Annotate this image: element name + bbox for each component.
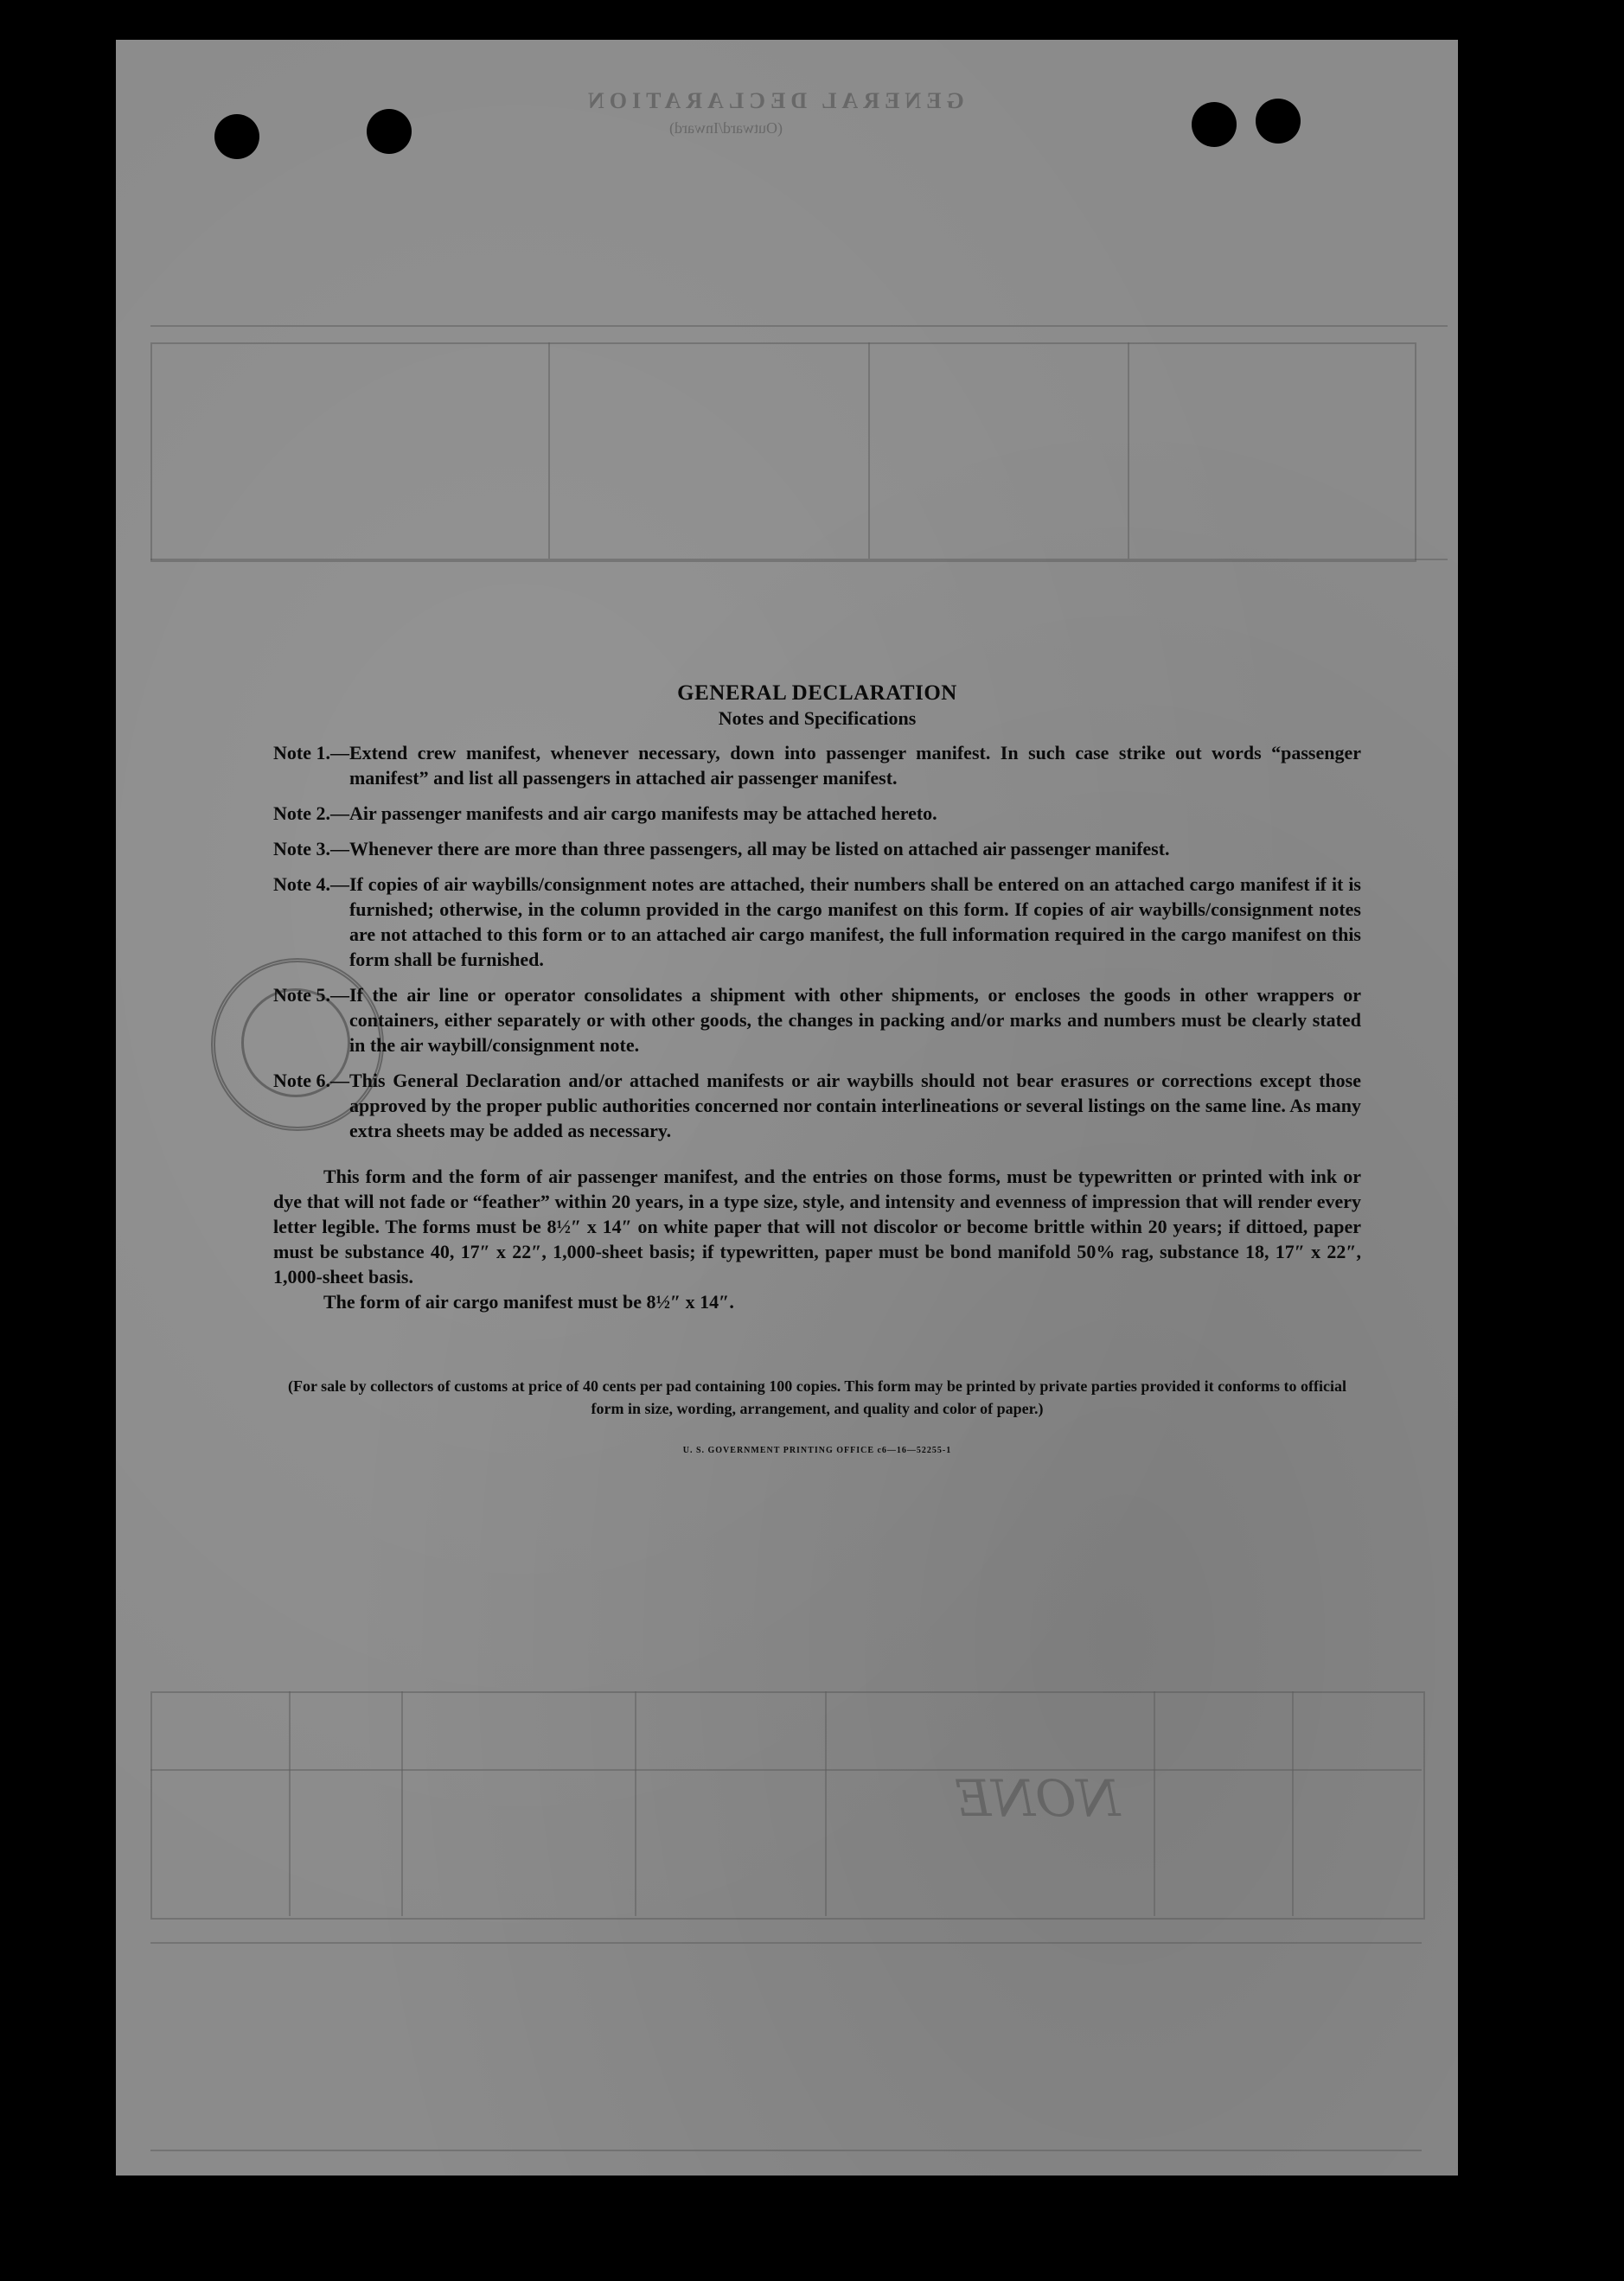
bleed-through-rule — [635, 1691, 636, 1916]
note-2 — [273, 801, 1361, 826]
bleed-through-rule — [150, 2150, 1422, 2151]
note-label: Note 1.— — [273, 742, 349, 764]
bleed-through-subheader: (Outward/Inward) — [669, 119, 783, 137]
document-title: GENERAL DECLARATION — [677, 681, 957, 705]
note-label: Note 6.— — [273, 1070, 349, 1091]
printer-imprint: U. S. GOVERNMENT PRINTING OFFICE c6—16—52255-1 — [682, 1446, 952, 1455]
punch-hole-center-left — [367, 109, 412, 154]
note-4 — [273, 872, 1361, 972]
bleed-through-rule — [1128, 342, 1129, 559]
note-text: Whenever there are more than three passengers, all may be listed on attached air passenger manifest. — [348, 838, 1170, 859]
bleed-through-cargo-table — [150, 1691, 1425, 1920]
document-page — [116, 40, 1458, 2176]
note-6 — [273, 1068, 1361, 1143]
document-subtitle: Notes and Specifications — [718, 707, 917, 729]
note-label: Note 4.— — [273, 873, 349, 895]
bleed-through-rule — [150, 1942, 1422, 1944]
notes-section — [273, 645, 1361, 1455]
form-specifications-paragraph: This form and the form of air passenger manifest, and the entries on those forms, must be typewritten or printed with ink or dye that will not fade or “feather” within 20 years, in a type size, style, and intensity and evenness of impression that will render every letter legible. The forms must be 8½″ x 14″ on white paper that will not discolor or become brittle within 20 years; if dittoed, paper must be substance 40, 17″ x 22″, 1,000-sheet basis; if typewritten, paper must be bond manifold 50% rag, substance 18, 17″ x 22″, 1,000-sheet basis. — [273, 1166, 1361, 1287]
bleed-through-rule — [150, 1769, 1422, 1771]
handwritten-mark: NONE — [955, 1769, 1121, 1828]
punch-hole-right — [1256, 99, 1301, 144]
note-text: This General Declaration and/or attached manifests or air waybills should not bear erasures or corrections except those approved by the proper public authorities concerned nor contain interlineations or several listings on the same line. As many extra sheets may be added as necessary. — [348, 1070, 1361, 1141]
note-5 — [273, 982, 1361, 1057]
punch-hole-center-right — [1192, 102, 1237, 147]
bleed-through-rule — [401, 1691, 403, 1916]
note-label: Note 3.— — [273, 838, 349, 859]
bleed-through-rule — [289, 1691, 291, 1916]
bleed-through-itinerary-table — [150, 342, 1416, 562]
cargo-manifest-size-paragraph: The form of air cargo manifest must be 8½″ x 14″. — [323, 1291, 734, 1313]
punch-hole-left — [214, 114, 259, 159]
bleed-through-rule — [868, 342, 870, 559]
note-3 — [273, 836, 1361, 861]
note-text: If copies of air waybills/consignment notes are attached, their numbers shall be entered on an attached cargo manifest if it is furnished; otherwise, in the column provided in the cargo manifest on this form. If copies of air waybills/consignment notes are not attached to this form or to an attached air cargo manifest, the full information required in the cargo manifest on this form shall be furnished. — [348, 873, 1361, 970]
bleed-through-header: GENERAL DECLARATION — [583, 88, 964, 113]
bleed-through-rule — [150, 325, 1448, 327]
bleed-through-rule — [1154, 1691, 1155, 1916]
note-text: If the air line or operator consolidates a shipment with other shipments, or encloses the goods in other wrappers or containers, either separately or with other goods, the changes in packing and/or marks and numbers must be clearly stated in the air waybill/consignment note. — [348, 984, 1361, 1056]
note-label: Note 2.— — [273, 802, 349, 824]
note-text: Air passenger manifests and air cargo manifests may be attached hereto. — [348, 802, 937, 824]
bleed-through-rule — [825, 1691, 827, 1916]
bleed-through-rule — [1292, 1691, 1294, 1916]
note-label: Note 5.— — [273, 984, 349, 1006]
note-text: Extend crew manifest, whenever necessary, down into passenger manifest. In such case strike out words “passenger manifest” and list all passengers in attached air passenger manifest. — [348, 742, 1361, 789]
sale-note: (For sale by collectors of customs at price of 40 cents per pad containing 100 copies. This form may be printed by private parties provided it conforms to official form in size, wording, arrangement, and quality and color of paper.) — [287, 1377, 1347, 1417]
bleed-through-rule — [548, 342, 550, 559]
note-1 — [273, 740, 1361, 790]
